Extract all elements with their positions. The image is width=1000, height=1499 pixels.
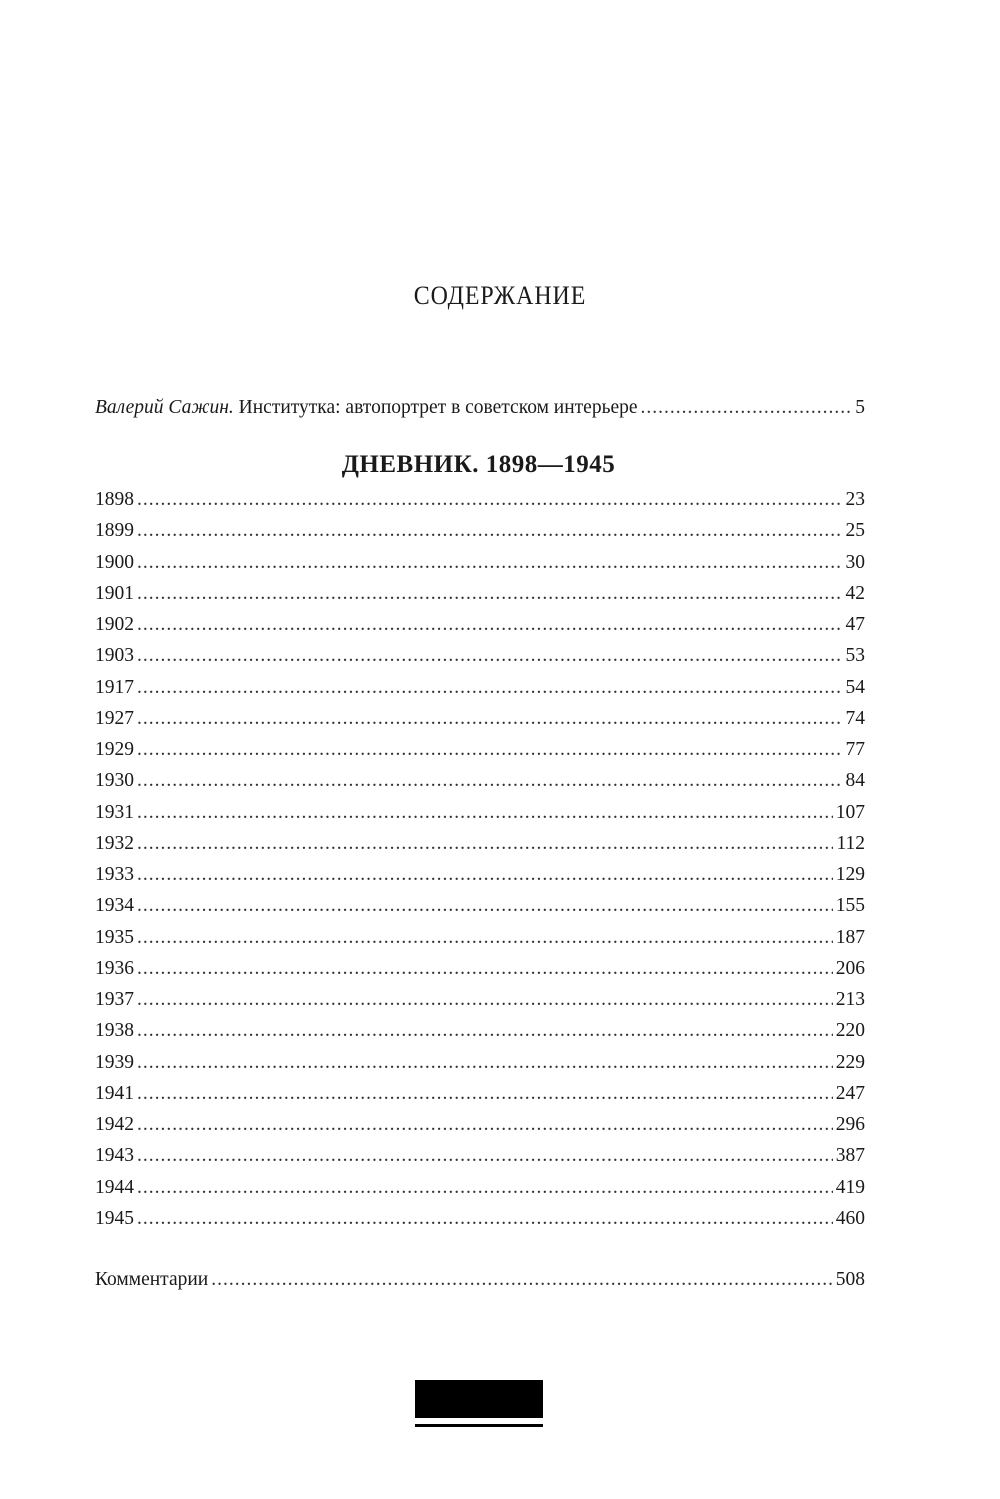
dot-leader: [137, 953, 833, 984]
toc-comments-section: [95, 1264, 865, 1295]
toc-entry-page: 460: [835, 1207, 865, 1229]
footer-rule: [415, 1424, 543, 1427]
dot-leader: [137, 734, 843, 765]
toc-entry-label: 1937: [95, 989, 134, 1010]
toc-entry-label: 1931: [95, 801, 134, 823]
toc-entry-year[interactable]: [95, 1047, 865, 1078]
dot-leader: [137, 1015, 833, 1046]
toc-entry-label: 1942: [95, 1114, 134, 1135]
dot-leader: [137, 797, 833, 828]
toc-entry-year[interactable]: [95, 1172, 865, 1203]
toc-entry-year[interactable]: [95, 1015, 865, 1046]
toc-entry-year[interactable]: [95, 672, 865, 703]
toc-entry-page: 77: [845, 739, 865, 760]
toc-entry-label: 1932: [95, 832, 134, 854]
toc-entry-page: 54: [845, 676, 865, 698]
toc-entry-label: 1938: [95, 1020, 134, 1042]
dot-leader: [137, 1140, 833, 1171]
toc-entry-title: Институтка: автопортрет в советском интерьере: [233, 397, 638, 418]
dot-leader: [137, 578, 843, 609]
toc-entry-year[interactable]: [95, 890, 865, 921]
dot-leader: [137, 1109, 833, 1140]
toc-entry-page: 220: [835, 1020, 865, 1042]
toc-entry-label: 1936: [95, 957, 134, 979]
toc-entry-label: 1898: [95, 489, 134, 510]
toc-entry-page: 508: [835, 1269, 865, 1290]
toc-entry-page: 296: [835, 1114, 865, 1135]
toc-entry-year[interactable]: [95, 1109, 865, 1140]
toc-entry-year[interactable]: [95, 640, 865, 671]
dot-leader: [211, 1264, 833, 1295]
toc-entry-label: 1899: [95, 520, 134, 542]
toc-entry-label: 1941: [95, 1082, 134, 1104]
dot-leader: [137, 547, 843, 578]
toc-entry-label: 1944: [95, 1176, 134, 1198]
toc-entry-year[interactable]: [95, 484, 865, 515]
toc-entry-page: 387: [835, 1145, 865, 1167]
toc-entry-label: [95, 392, 638, 423]
dot-leader: [137, 1078, 833, 1109]
toc-entry-label: 1929: [95, 739, 134, 760]
dot-leader: [137, 640, 843, 671]
toc-entry-year[interactable]: [95, 515, 865, 546]
toc-entry-intro[interactable]: [95, 392, 865, 423]
toc-entry-page: 419: [835, 1176, 865, 1198]
toc-intro-section: [95, 392, 865, 423]
toc-entry-page: 30: [845, 551, 865, 573]
toc-entry-label: 1927: [95, 707, 134, 729]
toc-entry-page: 247: [835, 1082, 865, 1104]
toc-entry-label: 1943: [95, 1145, 134, 1167]
toc-entry-page: 42: [845, 582, 865, 604]
toc-entry-label: 1903: [95, 645, 134, 667]
toc-entry-page: 129: [835, 864, 865, 885]
toc-entry-page: 229: [835, 1051, 865, 1073]
toc-entry-year[interactable]: [95, 734, 865, 765]
toc-entry-year[interactable]: [95, 1140, 865, 1171]
dot-leader: [137, 890, 833, 921]
dot-leader: [137, 609, 843, 640]
toc-entry-page: 74: [845, 707, 865, 729]
toc-entry-page: 107: [835, 801, 865, 823]
toc-entry-label: 1945: [95, 1207, 134, 1229]
toc-entry-year[interactable]: [95, 765, 865, 796]
toc-entry-year[interactable]: [95, 703, 865, 734]
toc-entry-label: 1900: [95, 551, 134, 573]
dot-leader: [137, 703, 843, 734]
toc-entry-page: 84: [845, 770, 865, 792]
dot-leader: [137, 484, 843, 515]
toc-entry-page: 187: [835, 926, 865, 948]
dot-leader: [137, 859, 833, 890]
toc-entry-label: 1930: [95, 770, 134, 792]
toc-entry-label: 1935: [95, 926, 134, 948]
toc-title: СОДЕРЖАНИЕ: [413, 281, 587, 310]
toc-entry-year[interactable]: [95, 953, 865, 984]
dot-leader: [137, 984, 833, 1015]
toc-entry-comments[interactable]: [95, 1264, 865, 1295]
toc-entry-page: 213: [835, 989, 865, 1010]
toc-entry-year[interactable]: [95, 828, 865, 859]
toc-entry-label: Комментарии: [95, 1269, 209, 1290]
dot-leader: [137, 1047, 833, 1078]
dot-leader: [137, 515, 843, 546]
toc-entry-label: 1917: [95, 676, 134, 698]
toc-entry-page: 5: [855, 397, 865, 418]
toc-years-list: [95, 484, 865, 1234]
dot-leader: [137, 672, 843, 703]
toc-entry-year[interactable]: [95, 859, 865, 890]
toc-entry-author: Валерий Сажин.: [95, 397, 234, 418]
toc-entry-year[interactable]: [95, 1203, 865, 1234]
toc-entry-label: 1933: [95, 864, 134, 885]
toc-entry-page: 25: [845, 520, 865, 542]
toc-entry-year[interactable]: [95, 547, 865, 578]
dot-leader: [137, 765, 843, 796]
dot-leader: [641, 392, 853, 423]
toc-entry-page: 23: [845, 489, 865, 510]
toc-entry-page: 47: [845, 614, 865, 635]
toc-entry-year[interactable]: [95, 609, 865, 640]
toc-entry-page: 53: [845, 645, 865, 667]
toc-entry-year[interactable]: [95, 797, 865, 828]
toc-entry-year[interactable]: [95, 984, 865, 1015]
dot-leader: [137, 922, 833, 953]
toc-entry-page: 112: [836, 832, 865, 854]
footer-black-block: [415, 1380, 543, 1418]
toc-entry-year[interactable]: [95, 1078, 865, 1109]
dot-leader: [137, 1203, 833, 1234]
toc-entry-year[interactable]: [95, 578, 865, 609]
toc-entry-year[interactable]: [95, 922, 865, 953]
toc-entry-label: 1939: [95, 1051, 134, 1073]
dot-leader: [137, 828, 833, 859]
toc-entry-label: 1901: [95, 582, 134, 604]
toc-entry-page: 206: [835, 957, 865, 979]
toc-entry-label: 1902: [95, 614, 134, 635]
section-heading: ДНЕВНИК. 1898—1945: [341, 451, 616, 478]
toc-entry-page: 155: [835, 895, 865, 917]
dot-leader: [137, 1172, 833, 1203]
toc-entry-label: 1934: [95, 895, 134, 917]
